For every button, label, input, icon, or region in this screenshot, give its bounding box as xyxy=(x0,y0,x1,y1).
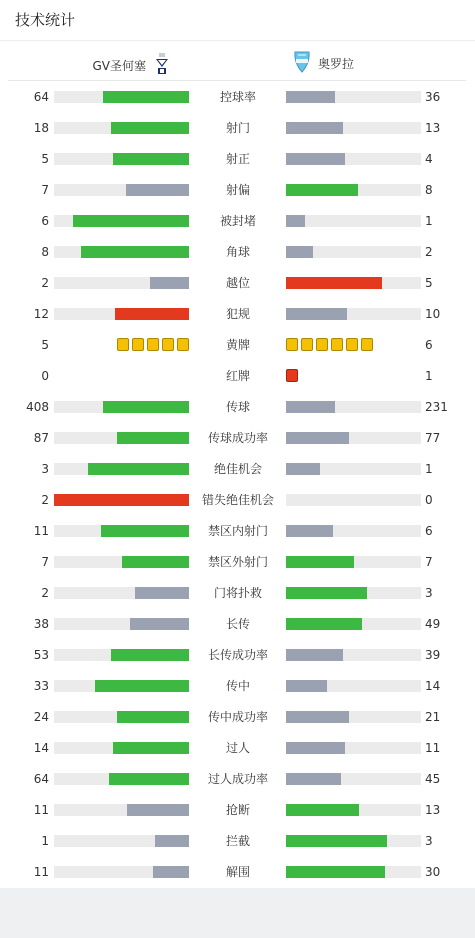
away-value: 14 xyxy=(425,679,441,693)
stat-label: 黄牌 xyxy=(225,338,250,352)
home-team[interactable] xyxy=(92,52,170,79)
away-value: 77 xyxy=(425,431,441,445)
stat-row xyxy=(0,515,475,546)
away-bar-track xyxy=(286,525,421,537)
home-bar-fill xyxy=(88,463,189,475)
away-value: 39 xyxy=(425,648,441,662)
home-bar-track xyxy=(54,463,189,475)
home-bar-track xyxy=(54,153,189,165)
home-bar-fill xyxy=(54,494,189,506)
stat-row xyxy=(0,794,475,825)
gv-san-jose-crest-icon xyxy=(154,52,170,79)
stat-label: 控球率 xyxy=(219,90,256,104)
away-bar-fill xyxy=(286,649,343,661)
stats-list xyxy=(0,81,475,887)
home-value: 11 xyxy=(33,524,49,538)
stat-row xyxy=(0,422,475,453)
home-bar-fill xyxy=(103,91,189,103)
stat-row xyxy=(0,236,475,267)
home-bar-track xyxy=(54,649,189,661)
stat-label: 过人 xyxy=(225,741,250,755)
home-value: 2 xyxy=(41,493,49,507)
away-bar-track xyxy=(286,556,421,568)
away-bar-fill xyxy=(286,277,382,289)
home-value: 24 xyxy=(33,710,49,724)
home-value: 2 xyxy=(41,276,49,290)
stat-row xyxy=(0,453,475,484)
away-bar-fill xyxy=(286,680,327,692)
home-bar-fill xyxy=(117,432,189,444)
stat-label: 红牌 xyxy=(225,369,250,383)
page-title: 技术统计 xyxy=(15,11,76,29)
yellow-card-icon xyxy=(147,338,159,351)
home-bar-track xyxy=(54,804,189,816)
home-bar-track xyxy=(54,773,189,785)
away-bar-fill xyxy=(286,804,359,816)
stat-label: 长传成功率 xyxy=(207,648,268,662)
home-value: 33 xyxy=(33,679,49,693)
home-value: 38 xyxy=(33,617,49,631)
stat-label: 被封堵 xyxy=(219,214,256,228)
home-bar-fill xyxy=(115,308,189,320)
away-bar-fill xyxy=(286,525,333,537)
stat-row xyxy=(0,174,475,205)
home-value: 11 xyxy=(33,865,49,879)
stat-row xyxy=(0,112,475,143)
stat-row xyxy=(0,360,475,391)
home-bar-track xyxy=(54,277,189,289)
home-value: 14 xyxy=(33,741,49,755)
aurora-crest-icon xyxy=(292,50,312,77)
stat-label: 解围 xyxy=(225,865,250,879)
home-bar-fill xyxy=(111,122,189,134)
home-bar-fill xyxy=(73,215,189,227)
home-value: 11 xyxy=(33,803,49,817)
away-bar-fill xyxy=(286,556,354,568)
away-bar-track xyxy=(286,680,421,692)
home-bar-track xyxy=(54,246,189,258)
away-bar-track xyxy=(286,401,421,413)
home-value: 8 xyxy=(41,245,49,259)
away-bar-track xyxy=(286,308,421,320)
home-bar-fill xyxy=(113,153,189,165)
home-bar-track xyxy=(54,618,189,630)
away-bar-fill xyxy=(286,122,343,134)
away-bar-fill xyxy=(286,215,305,227)
away-bar-fill xyxy=(286,742,345,754)
stat-label: 长传 xyxy=(225,617,250,631)
away-value: 10 xyxy=(425,307,441,321)
away-value: 36 xyxy=(425,90,441,104)
stat-row xyxy=(0,484,475,515)
stat-row xyxy=(0,298,475,329)
stat-row xyxy=(0,701,475,732)
away-value: 3 xyxy=(425,834,433,848)
home-value: 53 xyxy=(33,648,49,662)
yellow-card-icon xyxy=(177,338,189,351)
home-bar-fill xyxy=(127,804,189,816)
stat-row xyxy=(0,856,475,887)
home-bar-track xyxy=(54,680,189,692)
home-bar-track xyxy=(54,215,189,227)
home-bar-fill xyxy=(155,835,189,847)
away-value: 30 xyxy=(425,865,441,879)
home-bar-fill xyxy=(135,587,189,599)
yellow-card-icon xyxy=(117,338,129,351)
home-bar-fill xyxy=(103,401,189,413)
home-bar-fill xyxy=(117,711,189,723)
yellow-card-icon xyxy=(162,338,174,351)
away-value: 4 xyxy=(425,152,433,166)
yellow-card-icon xyxy=(316,338,328,351)
away-bar-track xyxy=(286,587,421,599)
away-value: 6 xyxy=(425,338,433,352)
stat-label: 绝佳机会 xyxy=(213,462,262,476)
away-bar-track xyxy=(286,463,421,475)
home-cards xyxy=(117,338,189,351)
stat-label: 传球成功率 xyxy=(207,431,268,445)
red-card-icon xyxy=(286,369,298,382)
away-bar-fill xyxy=(286,432,349,444)
away-value: 49 xyxy=(425,617,441,631)
home-bar-fill xyxy=(150,277,189,289)
home-bar-track xyxy=(54,711,189,723)
home-bar-fill xyxy=(153,866,189,878)
away-bar-fill xyxy=(286,711,349,723)
home-value: 2 xyxy=(41,586,49,600)
away-value: 8 xyxy=(425,183,433,197)
stat-row xyxy=(0,546,475,577)
stat-row xyxy=(0,81,475,112)
stat-label: 射正 xyxy=(225,152,250,166)
away-bar-track xyxy=(286,246,421,258)
away-value: 0 xyxy=(425,493,433,507)
home-value: 7 xyxy=(41,555,49,569)
away-bar-track xyxy=(286,91,421,103)
away-bar-fill xyxy=(286,91,335,103)
away-bar-fill xyxy=(286,308,347,320)
home-bar-fill xyxy=(81,246,189,258)
stat-label: 射偏 xyxy=(225,183,250,197)
away-bar-track xyxy=(286,122,421,134)
home-value: 5 xyxy=(41,338,49,352)
home-value: 5 xyxy=(41,152,49,166)
home-value: 64 xyxy=(33,90,49,104)
stat-row xyxy=(0,329,475,360)
team-header xyxy=(8,41,466,81)
away-value: 21 xyxy=(425,710,441,724)
away-value: 6 xyxy=(425,524,433,538)
yellow-card-icon xyxy=(286,338,298,351)
home-bar-fill xyxy=(126,184,189,196)
away-bar-track xyxy=(286,773,421,785)
stat-row xyxy=(0,732,475,763)
home-bar-fill xyxy=(111,649,189,661)
home-bar-fill xyxy=(113,742,189,754)
home-bar-track xyxy=(54,432,189,444)
home-bar-track xyxy=(54,122,189,134)
home-bar-track xyxy=(54,742,189,754)
away-bar-track xyxy=(286,215,421,227)
stat-label: 传中成功率 xyxy=(207,710,268,724)
stat-label: 错失绝佳机会 xyxy=(201,493,274,507)
away-bar-track xyxy=(286,153,421,165)
away-value: 1 xyxy=(425,369,433,383)
stat-label: 犯规 xyxy=(225,307,250,321)
home-value: 1 xyxy=(41,834,49,848)
stat-label: 抢断 xyxy=(225,803,250,817)
yellow-card-icon xyxy=(132,338,144,351)
yellow-card-icon xyxy=(346,338,358,351)
stat-label: 拦截 xyxy=(225,834,250,848)
stat-label: 射门 xyxy=(225,121,250,135)
home-value: 0 xyxy=(41,369,49,383)
home-value: 87 xyxy=(33,431,49,445)
away-bar-track xyxy=(286,432,421,444)
away-bar-track xyxy=(286,649,421,661)
home-team-name: GV圣何塞 xyxy=(92,59,146,73)
home-bar-track xyxy=(54,184,189,196)
stat-row xyxy=(0,639,475,670)
stat-label: 角球 xyxy=(225,245,250,259)
home-value: 7 xyxy=(41,183,49,197)
away-bar-track xyxy=(286,804,421,816)
stat-label: 门将扑救 xyxy=(213,586,262,600)
away-bar-fill xyxy=(286,773,341,785)
home-bar-track xyxy=(54,494,189,506)
stat-label: 禁区外射门 xyxy=(207,555,268,569)
home-bar-track xyxy=(54,91,189,103)
stat-row xyxy=(0,205,475,236)
home-bar-fill xyxy=(95,680,190,692)
away-bar-track xyxy=(286,184,421,196)
home-bar-track xyxy=(54,308,189,320)
yellow-card-icon xyxy=(331,338,343,351)
stat-row xyxy=(0,608,475,639)
yellow-card-icon xyxy=(361,338,373,351)
away-bar-fill xyxy=(286,153,345,165)
home-bar-track xyxy=(54,556,189,568)
away-bar-track xyxy=(286,277,421,289)
away-team[interactable] xyxy=(292,50,354,77)
away-bar-fill xyxy=(286,835,387,847)
away-bar-track xyxy=(286,866,421,878)
away-bar-fill xyxy=(286,401,335,413)
away-bar-track xyxy=(286,711,421,723)
stat-label: 过人成功率 xyxy=(207,772,268,786)
stat-row xyxy=(0,143,475,174)
stat-row xyxy=(0,763,475,794)
away-value: 11 xyxy=(425,741,441,755)
home-bar-track xyxy=(54,587,189,599)
stat-row xyxy=(0,577,475,608)
home-bar-fill xyxy=(122,556,190,568)
away-bar-fill xyxy=(286,246,313,258)
away-bar-fill xyxy=(286,866,385,878)
home-bar-track xyxy=(54,525,189,537)
home-value: 64 xyxy=(33,772,49,786)
away-bar-track xyxy=(286,618,421,630)
home-bar-fill xyxy=(101,525,189,537)
away-value: 1 xyxy=(425,462,433,476)
stat-row xyxy=(0,391,475,422)
yellow-card-icon xyxy=(301,338,313,351)
home-bar-track xyxy=(54,401,189,413)
away-value: 231 xyxy=(425,400,448,414)
away-value: 3 xyxy=(425,586,433,600)
away-bar-fill xyxy=(286,184,358,196)
away-cards xyxy=(286,369,298,382)
stat-label: 传球 xyxy=(225,400,250,414)
stat-row xyxy=(0,267,475,298)
away-value: 2 xyxy=(425,245,433,259)
home-bar-track xyxy=(54,835,189,847)
stat-row xyxy=(0,670,475,701)
home-bar-fill xyxy=(109,773,189,785)
away-value: 7 xyxy=(425,555,433,569)
home-bar-track xyxy=(54,866,189,878)
away-cards xyxy=(286,338,373,351)
home-bar-fill xyxy=(130,618,189,630)
away-value: 5 xyxy=(425,276,433,290)
home-value: 6 xyxy=(41,214,49,228)
stat-label: 禁区内射门 xyxy=(207,524,268,538)
away-bar-fill xyxy=(286,587,367,599)
away-bar-fill xyxy=(286,618,362,630)
home-value: 3 xyxy=(41,462,49,476)
stat-label: 越位 xyxy=(225,276,250,290)
stat-row xyxy=(0,825,475,856)
away-value: 45 xyxy=(425,772,441,786)
home-value: 408 xyxy=(26,400,49,414)
home-value: 18 xyxy=(33,121,49,135)
away-bar-track xyxy=(286,742,421,754)
away-bar-fill xyxy=(286,463,320,475)
home-value: 12 xyxy=(33,307,49,321)
stat-label: 传中 xyxy=(225,679,250,693)
away-value: 1 xyxy=(425,214,433,228)
away-bar-track xyxy=(286,494,421,506)
away-value: 13 xyxy=(425,803,441,817)
away-bar-track xyxy=(286,835,421,847)
away-team-name: 奥罗拉 xyxy=(318,57,355,71)
away-value: 13 xyxy=(425,121,441,135)
